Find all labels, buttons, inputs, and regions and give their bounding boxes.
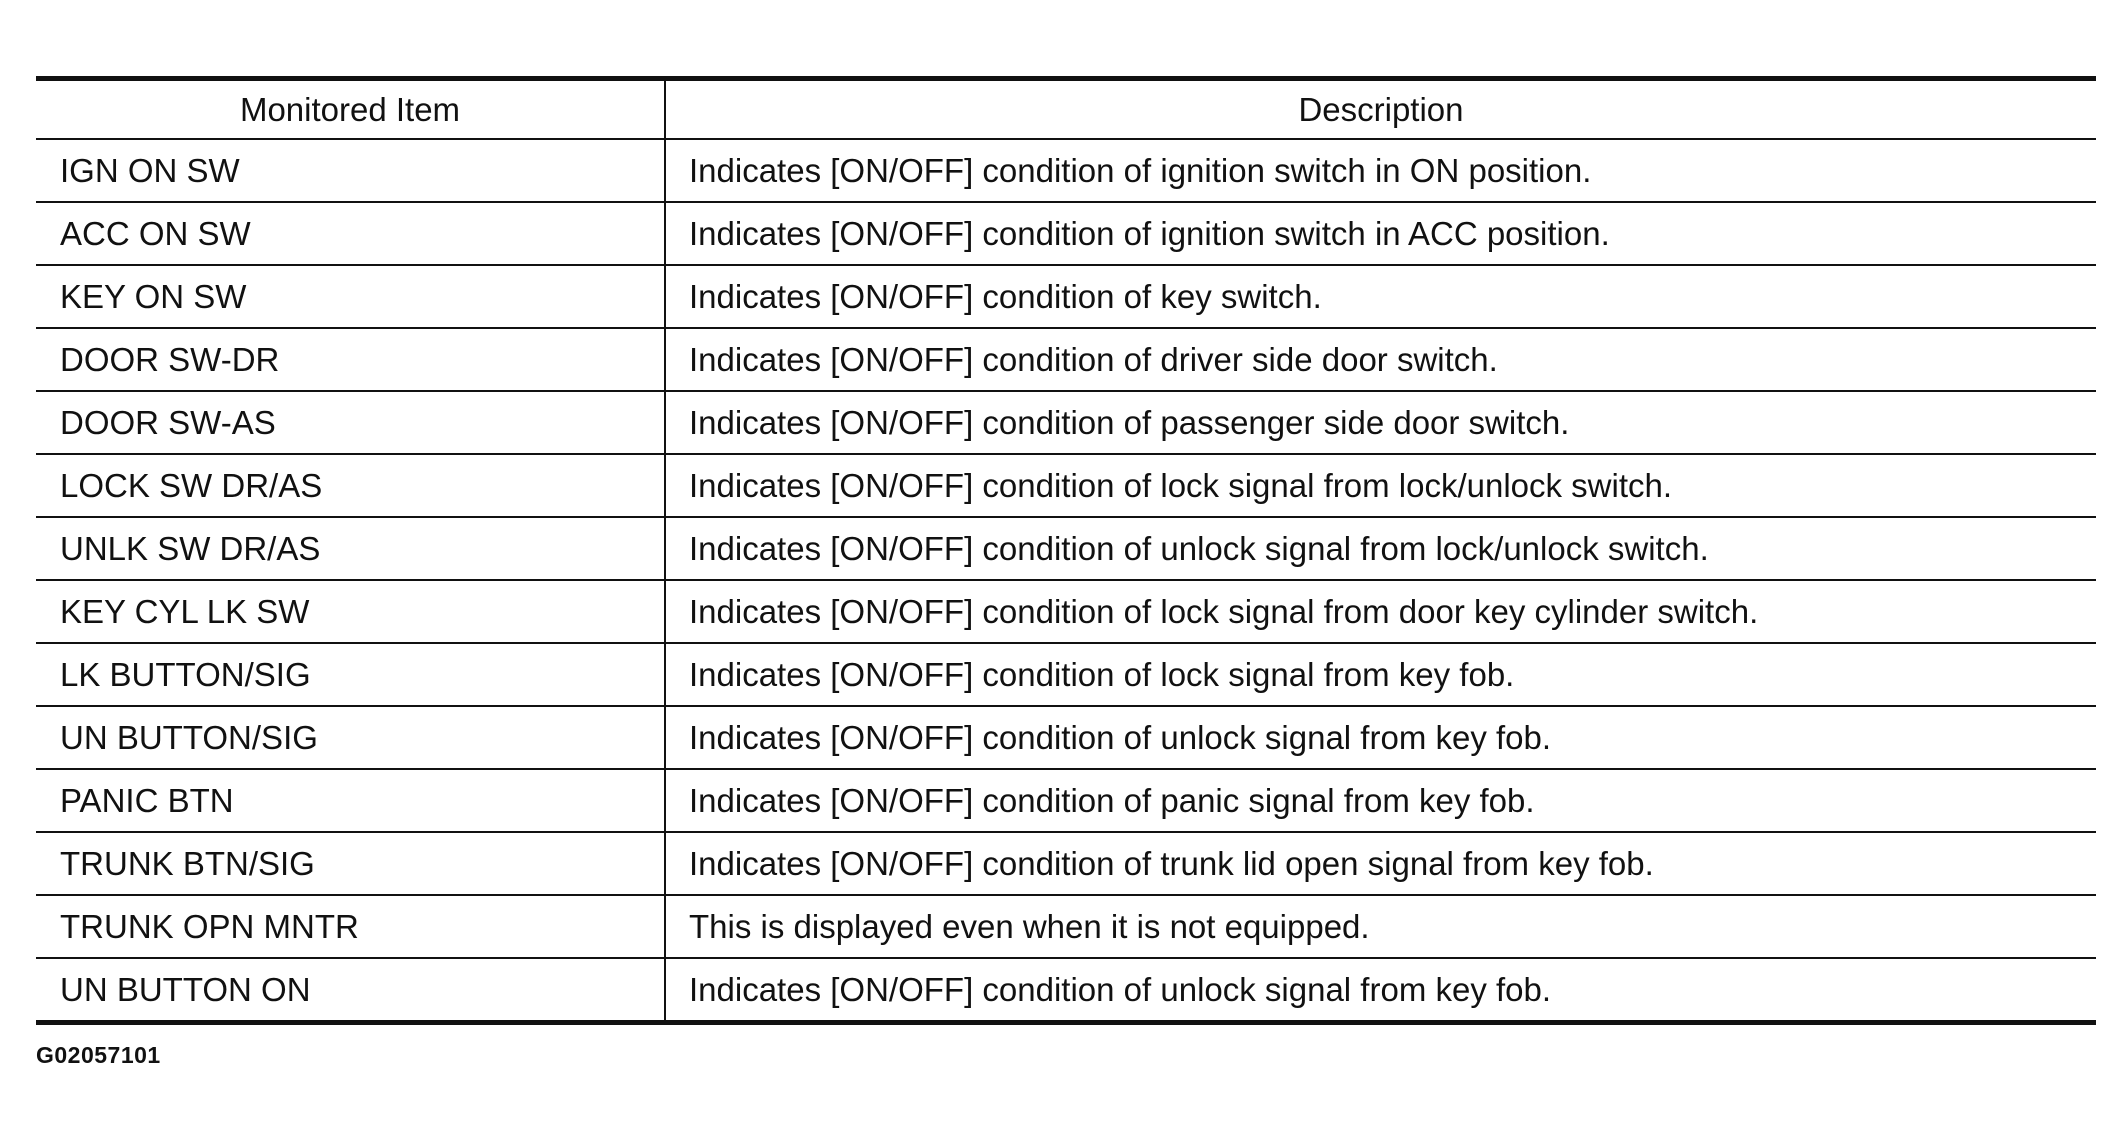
table-row <box>36 643 2096 706</box>
description-cell: Indicates [ON/OFF] condition of driver side door switch. <box>665 328 2096 391</box>
table-header-row <box>36 79 2096 140</box>
monitor-table-container <box>36 76 2096 1025</box>
description-cell: This is displayed even when it is not equipped. <box>665 895 2096 958</box>
figure-id-label: G02057101 <box>36 1042 161 1068</box>
table-row <box>36 769 2096 832</box>
description-cell: Indicates [ON/OFF] condition of passenger side door switch. <box>665 391 2096 454</box>
table-row <box>36 958 2096 1023</box>
monitored-item-cell: UNLK SW DR/AS <box>36 517 665 580</box>
monitored-item-cell: DOOR SW-DR <box>36 328 665 391</box>
monitored-item-cell: LOCK SW DR/AS <box>36 454 665 517</box>
description-cell: Indicates [ON/OFF] condition of lock signal from door key cylinder switch. <box>665 580 2096 643</box>
monitored-item-cell: DOOR SW-AS <box>36 391 665 454</box>
monitored-item-cell: UN BUTTON ON <box>36 958 665 1023</box>
monitored-item-cell: KEY CYL LK SW <box>36 580 665 643</box>
description-cell: Indicates [ON/OFF] condition of trunk lid open signal from key fob. <box>665 832 2096 895</box>
description-cell: Indicates [ON/OFF] condition of lock signal from key fob. <box>665 643 2096 706</box>
table-row <box>36 139 2096 202</box>
monitored-item-cell: TRUNK OPN MNTR <box>36 895 665 958</box>
table-row <box>36 580 2096 643</box>
description-cell: Indicates [ON/OFF] condition of unlock signal from key fob. <box>665 958 2096 1023</box>
table-row <box>36 202 2096 265</box>
monitored-item-cell: PANIC BTN <box>36 769 665 832</box>
table-header <box>36 79 2096 140</box>
table-row <box>36 895 2096 958</box>
description-cell: Indicates [ON/OFF] condition of ignition switch in ACC position. <box>665 202 2096 265</box>
monitored-item-cell: LK BUTTON/SIG <box>36 643 665 706</box>
description-cell: Indicates [ON/OFF] condition of ignition switch in ON position. <box>665 139 2096 202</box>
description-cell: Indicates [ON/OFF] condition of unlock signal from lock/unlock switch. <box>665 517 2096 580</box>
table-body <box>36 139 2096 1023</box>
description-cell: Indicates [ON/OFF] condition of unlock signal from key fob. <box>665 706 2096 769</box>
monitored-item-cell: IGN ON SW <box>36 139 665 202</box>
description-cell: Indicates [ON/OFF] condition of panic signal from key fob. <box>665 769 2096 832</box>
table-row <box>36 454 2096 517</box>
monitored-item-cell: UN BUTTON/SIG <box>36 706 665 769</box>
description-cell: Indicates [ON/OFF] condition of key switch. <box>665 265 2096 328</box>
column-header-description: Description <box>665 79 2096 140</box>
table-row <box>36 832 2096 895</box>
monitored-item-cell: ACC ON SW <box>36 202 665 265</box>
table-row <box>36 391 2096 454</box>
column-header-monitored-item: Monitored Item <box>36 79 665 140</box>
table-row <box>36 265 2096 328</box>
table-row <box>36 706 2096 769</box>
monitor-items-table <box>36 76 2096 1025</box>
monitored-item-cell: TRUNK BTN/SIG <box>36 832 665 895</box>
table-row <box>36 517 2096 580</box>
table-row <box>36 328 2096 391</box>
monitored-item-cell: KEY ON SW <box>36 265 665 328</box>
description-cell: Indicates [ON/OFF] condition of lock signal from lock/unlock switch. <box>665 454 2096 517</box>
